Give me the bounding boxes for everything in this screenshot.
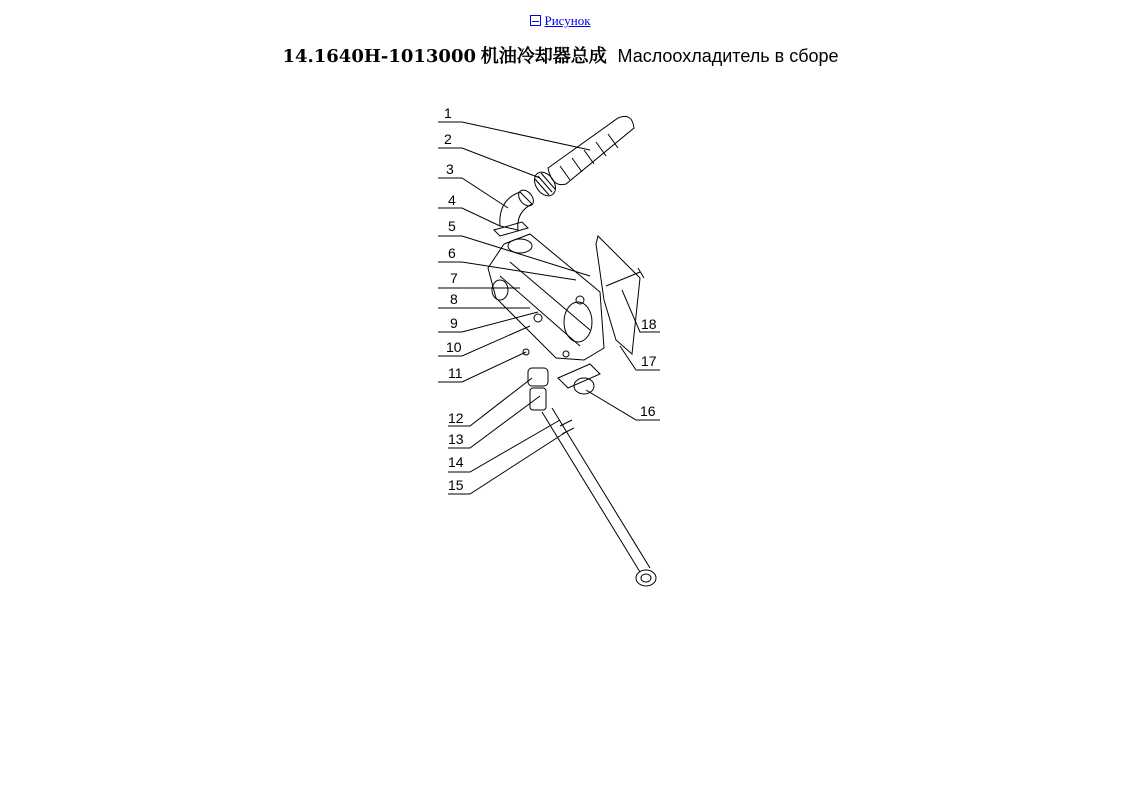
callout-7: 7 bbox=[450, 270, 458, 286]
callout-2: 2 bbox=[444, 131, 452, 147]
mounting-bracket-part bbox=[596, 236, 640, 354]
gasket-part bbox=[494, 222, 528, 236]
dipstick-tube-part bbox=[542, 408, 656, 586]
callout-3: 3 bbox=[446, 161, 454, 177]
callout-14: 14 bbox=[448, 454, 464, 470]
callout-8: 8 bbox=[450, 291, 458, 307]
callout-labels bbox=[444, 105, 657, 493]
title-chinese: 机油冷却器总成 bbox=[480, 46, 607, 67]
part-number: 14.1640H-1013000 bbox=[282, 46, 476, 67]
union-nut-part bbox=[528, 368, 548, 410]
callout-9: 9 bbox=[450, 315, 458, 331]
oil-cooler-housing-part bbox=[488, 234, 604, 360]
leader-lines bbox=[438, 122, 660, 494]
hose-clamp-part bbox=[530, 168, 560, 200]
callout-11: 11 bbox=[448, 365, 463, 381]
flange-fitting-part bbox=[558, 364, 600, 394]
callout-10: 10 bbox=[446, 339, 462, 355]
callout-18: 18 bbox=[641, 316, 657, 332]
figure-link-label: Рисунок bbox=[544, 13, 591, 28]
callout-6: 6 bbox=[448, 245, 456, 261]
callout-4: 4 bbox=[448, 192, 456, 208]
callout-12: 12 bbox=[448, 410, 464, 426]
callout-15: 15 bbox=[448, 477, 464, 493]
callout-5: 5 bbox=[448, 218, 456, 234]
callout-16: 16 bbox=[640, 403, 656, 419]
callout-1: 1 bbox=[444, 105, 452, 121]
title-russian: Маслоохладитель в сборе bbox=[617, 46, 839, 66]
callout-17: 17 bbox=[641, 353, 657, 369]
callout-13: 13 bbox=[448, 431, 464, 447]
hose-part bbox=[548, 116, 634, 184]
